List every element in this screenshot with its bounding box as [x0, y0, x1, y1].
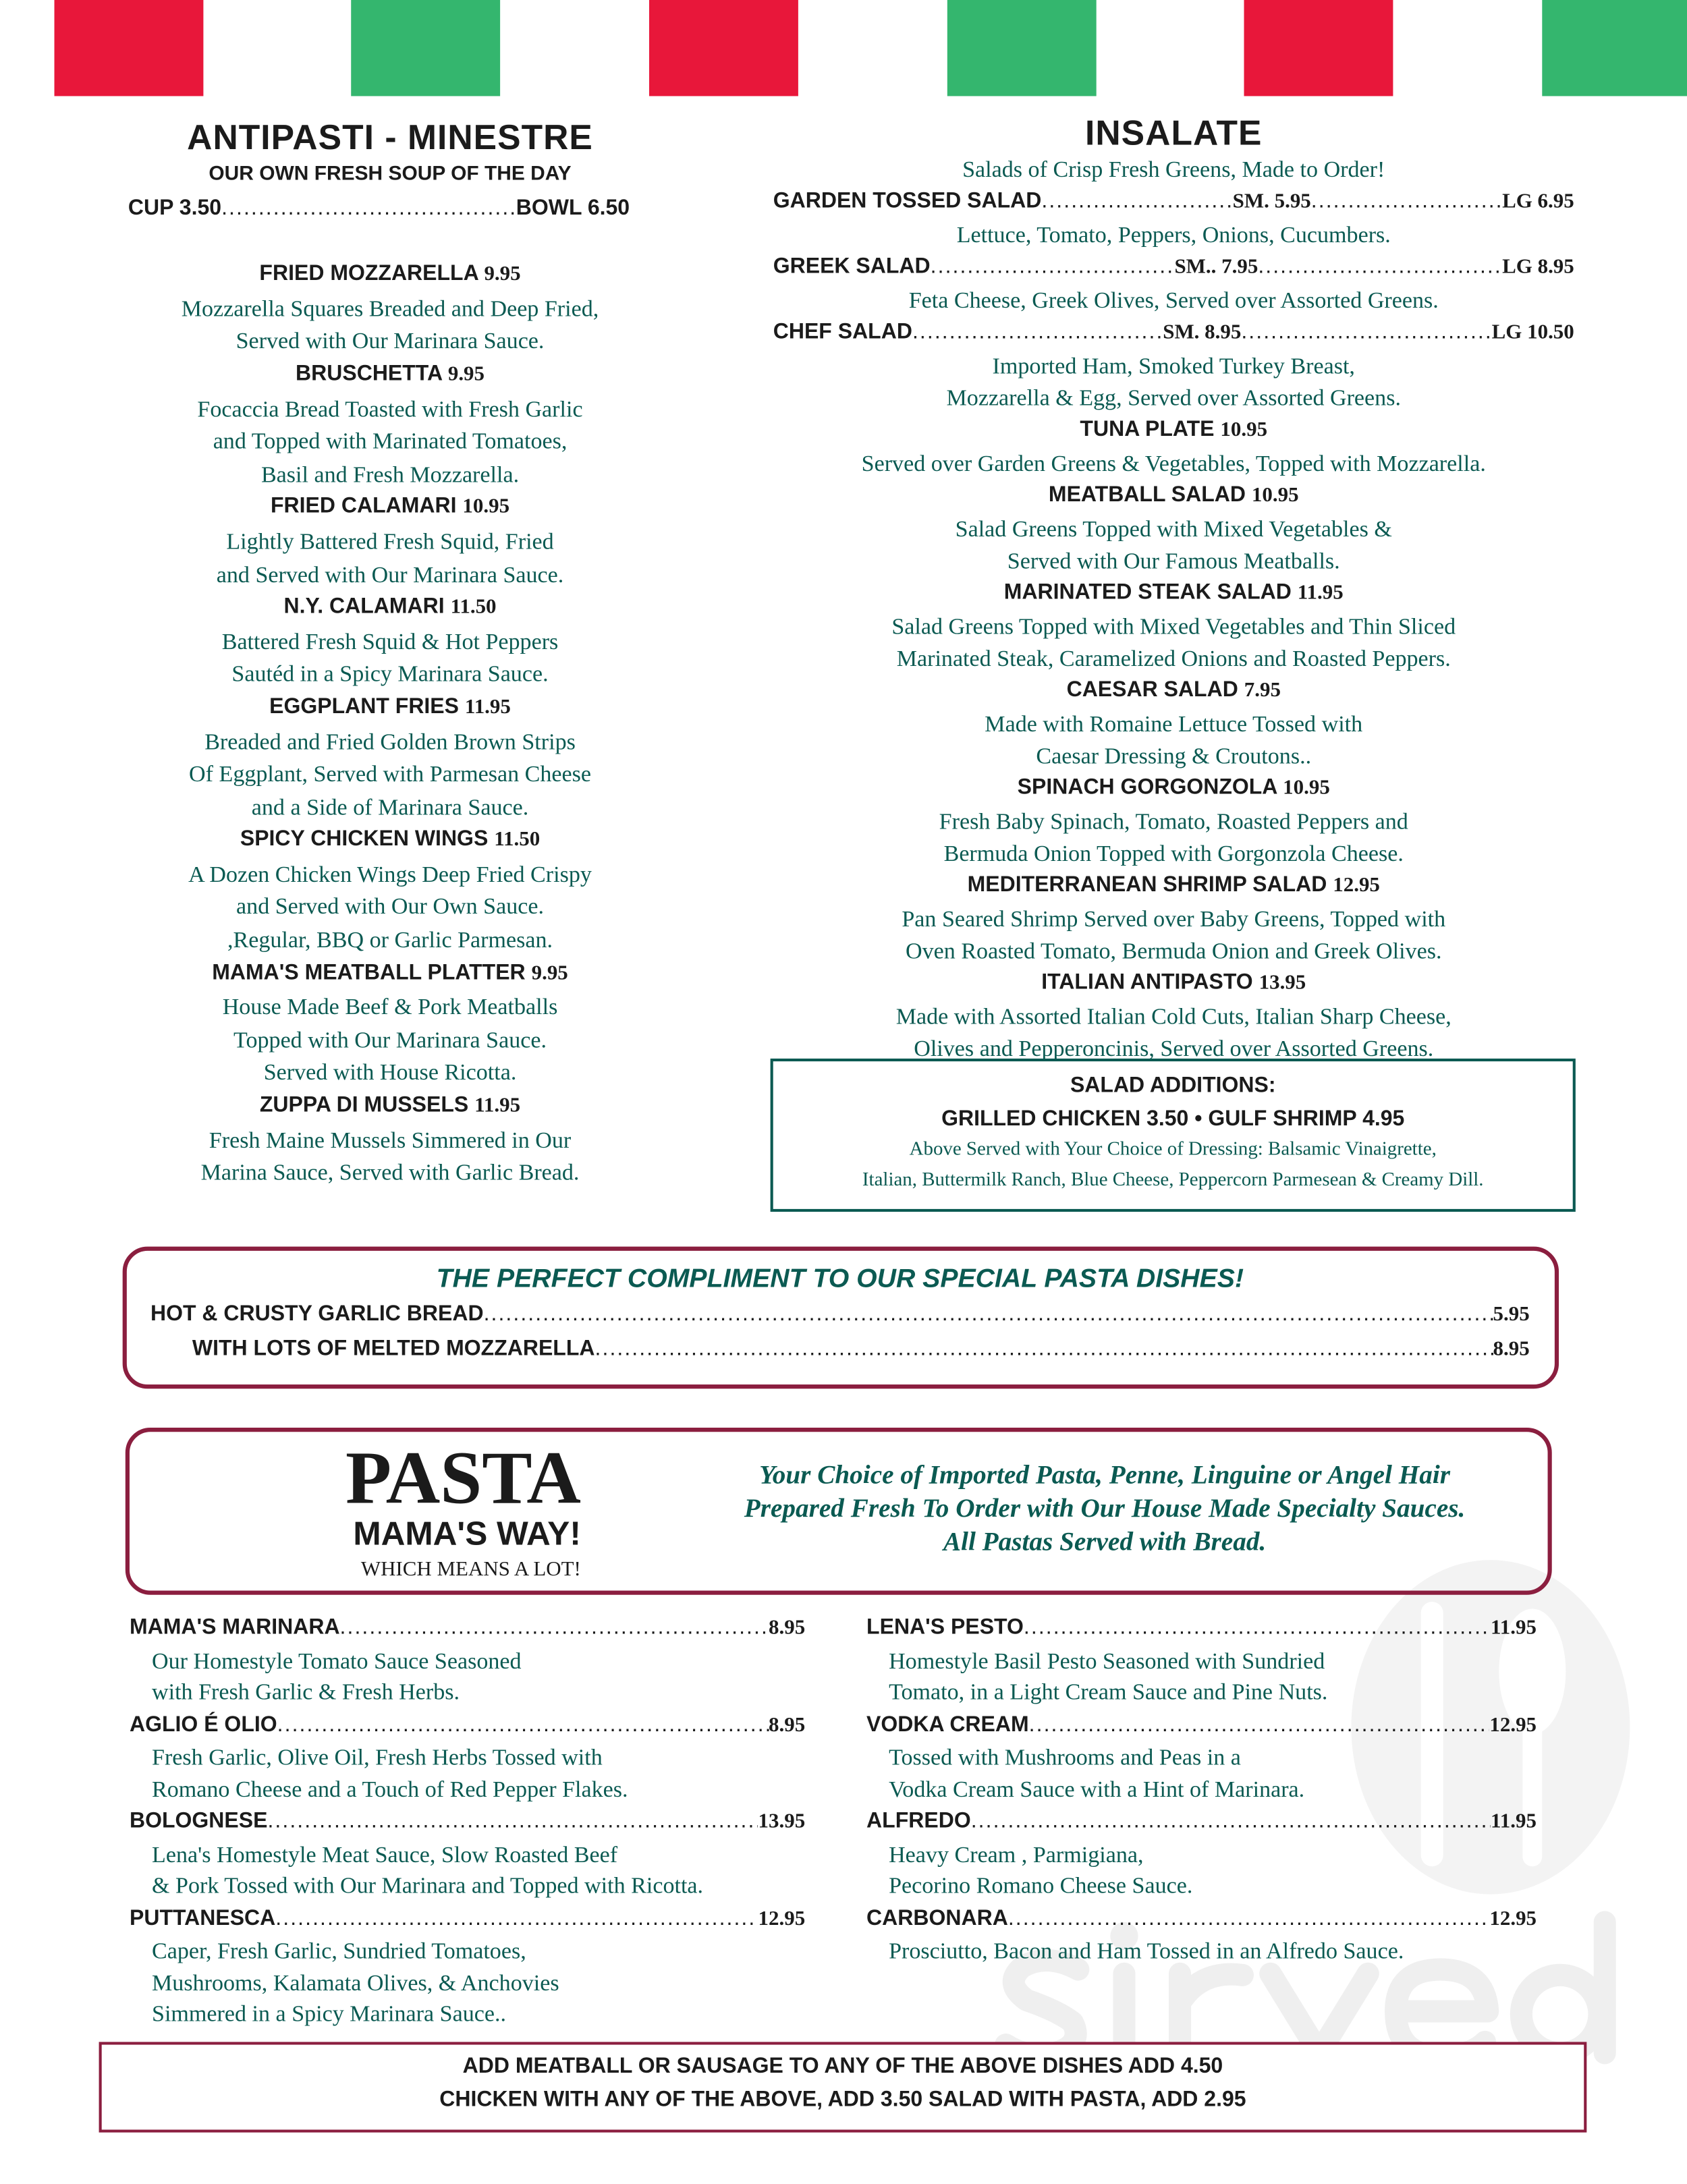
menu-item — [84, 824, 696, 957]
leader-dots — [1008, 1903, 1490, 1936]
pasta-info — [673, 1459, 1537, 1560]
item-heading — [84, 591, 696, 625]
garlic-price: 5.95 — [1493, 1304, 1530, 1326]
item-price: 7.95 — [1244, 679, 1281, 702]
pasta-name-row — [130, 1708, 805, 1743]
item-name: ALFREDO — [866, 1810, 971, 1834]
item-description: Mozzarella & Egg, Served over Assorted Greens. — [946, 384, 1401, 411]
item-price: 13.95 — [758, 1811, 806, 1834]
item-name: AGLIO É OLIO — [129, 1712, 277, 1737]
garlic-row — [150, 1298, 1530, 1333]
menu-item — [773, 414, 1574, 479]
leader-dots — [1311, 186, 1502, 217]
insalate-subtitle: Salads of Crisp Fresh Greens, Made to Order! — [962, 156, 1385, 183]
bowl-price: BOWL 6.50 — [516, 196, 630, 220]
item-description: Tossed with Mushrooms and Peas in a — [889, 1744, 1241, 1771]
green-stripe — [947, 0, 1097, 96]
item-price: 12.95 — [758, 1907, 806, 1930]
small-price: SM. 8.95 — [1163, 321, 1242, 344]
item-description: Battered Fresh Squid & Hot Peppers — [221, 627, 559, 654]
menu-item — [773, 869, 1574, 967]
item-heading — [84, 258, 696, 292]
pasta-info-line: Prepared Fresh To Order with Our House Made Specialty Sauces. — [744, 1494, 1466, 1524]
item-description: Our Homestyle Tomato Sauce Seasoned — [152, 1647, 522, 1674]
item-description: & Pork Tossed with Our Marinara and Topped with Ricotta. — [152, 1872, 704, 1899]
salad-price-row — [773, 251, 1574, 285]
item-heading — [84, 691, 696, 725]
small-price: SM.. 7.95 — [1174, 256, 1259, 279]
item-description: Of Eggplant, Served with Parmesan Cheese — [189, 760, 592, 787]
item-description: Caper, Fresh Garlic, Sundried Tomatoes, — [152, 1938, 526, 1965]
leader-dots — [275, 1903, 758, 1936]
leader-dots — [484, 1298, 1493, 1331]
garlic-title: THE PERFECT COMPLIMENT TO OUR SPECIAL PASTA DISHES! — [436, 1264, 1244, 1294]
menu-item — [84, 957, 696, 1090]
leader-dots — [340, 1612, 769, 1645]
item-heading — [773, 967, 1574, 1001]
item-description: Marina Sauce, Served with Garlic Bread. — [200, 1159, 580, 1186]
pasta-item — [866, 1903, 1537, 1968]
item-description: Vodka Cream Sauce with a Hint of Marinara. — [889, 1775, 1305, 1802]
pasta-left-column — [130, 1612, 805, 2031]
item-price: 9.95 — [531, 961, 568, 984]
leader-dots — [1258, 251, 1502, 283]
pasta-header-box — [126, 1428, 1552, 1595]
item-description: A Dozen Chicken Wings Deep Fried Crispy — [188, 860, 592, 887]
pasta-item — [130, 1805, 805, 1903]
antipasti-title: ANTIPASTI - MINESTRE — [187, 118, 593, 158]
leader-dots — [1024, 1612, 1491, 1645]
sized-salad-item — [773, 251, 1574, 316]
menu-item — [84, 691, 696, 824]
item-name: MAMA'S MEATBALL PLATTER — [212, 960, 526, 984]
item-description: Oven Roasted Tomato, Bermuda Onion and Greek Olives. — [906, 937, 1442, 964]
pasta-heading — [345, 1436, 581, 1586]
pasta-name-row — [130, 1612, 805, 1646]
menu-item — [773, 967, 1574, 1065]
item-description: Served with Our Marinara Sauce. — [236, 327, 545, 355]
item-description: Salad Greens Topped with Mixed Vegetables and Thin Sliced — [891, 613, 1456, 640]
menu-item — [773, 772, 1574, 870]
leader-dots — [595, 1333, 1493, 1366]
item-name: GARDEN TOSSED SALAD — [773, 189, 1042, 213]
leader-dots — [277, 1708, 769, 1741]
item-heading — [773, 577, 1574, 611]
pasta-item — [130, 1708, 805, 1805]
item-description: Marinated Steak, Caramelized Onions and Roasted Peppers. — [896, 644, 1451, 672]
item-heading — [84, 358, 696, 392]
item-description: Homestyle Basil Pesto Seasoned with Sundried — [889, 1647, 1325, 1674]
item-price: 11.95 — [1491, 1617, 1537, 1640]
item-heading — [84, 1089, 696, 1123]
item-name: N.Y. CALAMARI — [283, 594, 445, 619]
item-description: ,Regular, BBQ or Garlic Parmesan. — [227, 926, 553, 953]
pasta-subtitle: MAMA'S WAY! — [353, 1515, 581, 1553]
pasta-item — [130, 1612, 805, 1709]
salad-additions-box — [771, 1059, 1576, 1212]
soup-prices — [128, 192, 630, 225]
item-name: ITALIAN ANTIPASTO — [1041, 970, 1253, 995]
item-description: and Topped with Marinated Tomatoes, — [213, 428, 568, 455]
pasta-item — [866, 1708, 1537, 1805]
item-heading — [773, 674, 1574, 708]
menu-item — [84, 591, 696, 691]
menu-item — [84, 491, 696, 590]
leader-dots — [931, 251, 1175, 283]
item-description: Salad Greens Topped with Mixed Vegetables & — [955, 515, 1392, 542]
item-description: Tomato, in a Light Cream Sauce and Pine Nuts. — [889, 1678, 1328, 1706]
item-description: Olives and Pepperoncinis, Served over Assorted Greens. — [914, 1034, 1434, 1062]
item-description: Lightly Battered Fresh Squid, Fried — [226, 528, 554, 555]
additions-desc: Italian, Buttermilk Ranch, Blue Cheese, Peppercorn Parmesean & Creamy Dill. — [862, 1170, 1484, 1192]
additions-title: SALAD ADDITIONS: — [1070, 1073, 1276, 1098]
green-stripe — [1542, 0, 1687, 96]
addons-box — [99, 2042, 1587, 2132]
item-price: 11.95 — [1491, 1811, 1537, 1834]
item-description: Romano Cheese and a Touch of Red Pepper Flakes. — [152, 1775, 628, 1802]
pasta-name-row — [130, 1903, 805, 1937]
item-name: TUNA PLATE — [1080, 418, 1215, 442]
insalate-section — [773, 114, 1574, 1064]
item-price: 8.95 — [769, 1714, 806, 1737]
garlic-price: 8.95 — [1493, 1338, 1530, 1361]
garlic-row — [192, 1333, 1530, 1367]
item-price: 11.50 — [450, 596, 497, 619]
item-heading — [84, 957, 696, 991]
item-description: Fresh Baby Spinach, Tomato, Roasted Peppers and — [939, 808, 1408, 835]
menu-item — [84, 358, 696, 491]
sized-salad-item — [773, 186, 1574, 251]
menu-item — [84, 1089, 696, 1189]
large-price: LG 8.95 — [1502, 256, 1574, 279]
insalate-title: INSALATE — [1085, 114, 1263, 154]
large-price: LG 10.50 — [1491, 321, 1574, 344]
leader-dots — [1029, 1708, 1490, 1741]
additions-desc: Above Served with Your Choice of Dressing: Balsamic Vinaigrette, — [909, 1140, 1437, 1161]
item-price: 12.95 — [1333, 874, 1380, 897]
leader-dots — [912, 316, 1163, 348]
garlic-name: WITH LOTS OF MELTED MOZZARELLA — [192, 1336, 595, 1361]
pasta-name-row — [866, 1903, 1537, 1937]
item-name: VODKA CREAM — [866, 1712, 1029, 1737]
pasta-tagline: WHICH MEANS A LOT! — [360, 1559, 581, 1581]
item-name: SPICY CHICKEN WINGS — [240, 827, 489, 851]
item-description: Served with Our Famous Meatballs. — [1007, 547, 1340, 574]
addon-line: ADD MEATBALL OR SAUSAGE TO ANY OF THE ABOVE DISHES ADD 4.50 — [462, 2054, 1223, 2079]
item-price: 10.95 — [1283, 777, 1330, 800]
item-description: Lena's Homestyle Meat Sauce, Slow Roasted Beef — [152, 1841, 618, 1868]
item-name: CHEF SALAD — [773, 320, 912, 344]
item-price: 10.95 — [1251, 484, 1299, 507]
item-description: and a Side of Marinara Sauce. — [251, 793, 529, 820]
item-description: House Made Beef & Pork Meatballs — [222, 993, 558, 1020]
leader-dots — [267, 1805, 758, 1839]
item-name: FRIED CALAMARI — [270, 495, 457, 519]
garlic-bread-box — [123, 1247, 1559, 1389]
item-description: Pecorino Romano Cheese Sauce. — [889, 1872, 1193, 1899]
item-name: EGGPLANT FRIES — [269, 694, 460, 719]
leader-dots — [1241, 316, 1491, 348]
item-description: Made with Romaine Lettuce Tossed with — [985, 710, 1363, 737]
item-name: SPINACH GORGONZOLA — [1017, 775, 1277, 800]
item-heading — [773, 479, 1574, 513]
item-description: Pan Seared Shrimp Served over Baby Greens, Topped with — [902, 905, 1446, 932]
leader-dots — [971, 1805, 1491, 1839]
soup-title: OUR OWN FRESH SOUP OF THE DAY — [209, 163, 572, 186]
item-heading — [773, 869, 1574, 903]
antipasti-section — [84, 117, 696, 1189]
green-stripe — [351, 0, 500, 96]
item-price: 11.50 — [494, 829, 541, 851]
salad-price-row — [773, 316, 1574, 350]
item-name: MAMA'S MARINARA — [129, 1615, 340, 1640]
pasta-item — [866, 1612, 1537, 1709]
additions-line: GRILLED CHICKEN 3.50 • GULF SHRIMP 4.95 — [941, 1107, 1405, 1131]
red-stripe — [1244, 0, 1393, 96]
item-name: PUTTANESCA — [129, 1906, 276, 1930]
antipasti-items — [84, 258, 696, 1189]
item-description: Served over Garden Greens & Vegetables, Topped with Mozzarella. — [861, 449, 1486, 477]
item-description: Served with House Ricotta. — [263, 1059, 517, 1086]
item-description: Prosciutto, Bacon and Ham Tossed in an Alfredo Sauce. — [889, 1938, 1404, 1965]
item-description: Caesar Dressing & Croutons.. — [1036, 742, 1312, 769]
item-name: CAESAR SALAD — [1066, 678, 1238, 702]
pasta-title: PASTA — [345, 1436, 581, 1520]
pasta-name-row — [866, 1612, 1537, 1646]
pasta-name-row — [130, 1805, 805, 1840]
item-name: MARINATED STEAK SALAD — [1003, 580, 1292, 605]
item-description: Basil and Fresh Mozzarella. — [260, 460, 520, 488]
garlic-name: HOT & CRUSTY GARLIC BREAD — [150, 1302, 484, 1326]
item-name: BRUSCHETTA — [296, 362, 442, 386]
item-description: Imported Ham, Smoked Turkey Breast, — [992, 352, 1355, 379]
menu-item — [84, 258, 696, 358]
menu-item — [773, 577, 1574, 675]
item-name: GREEK SALAD — [773, 254, 931, 279]
pasta-name-row — [866, 1708, 1537, 1743]
salad-price-row — [773, 186, 1574, 219]
sized-salad-item — [773, 316, 1574, 414]
item-name: CARBONARA — [866, 1906, 1008, 1930]
pasta-info-line: All Pastas Served with Bread. — [943, 1528, 1267, 1557]
salad-items — [773, 414, 1574, 1064]
item-price: 12.95 — [1489, 1714, 1537, 1737]
menu-item — [773, 674, 1574, 772]
item-price: 10.95 — [462, 496, 510, 519]
item-description: with Fresh Garlic & Fresh Herbs. — [152, 1678, 460, 1706]
item-description: and Served with Our Marinara Sauce. — [216, 560, 564, 588]
pasta-item — [130, 1903, 805, 2031]
item-name: FRIED MOZZARELLA — [259, 262, 478, 286]
item-heading — [84, 491, 696, 525]
red-stripe — [649, 0, 798, 96]
pasta-info-line: Your Choice of Imported Pasta, Penne, Linguine or Angel Hair — [759, 1461, 1451, 1490]
item-price: 11.95 — [1297, 582, 1344, 605]
item-description: Made with Assorted Italian Cold Cuts, Italian Sharp Cheese, — [895, 1003, 1451, 1030]
item-description: Simmered in a Spicy Marinara Sauce.. — [152, 2000, 507, 2027]
item-description: Fresh Maine Mussels Simmered in Our — [209, 1126, 572, 1153]
item-description: Heavy Cream , Parmigiana, — [889, 1841, 1144, 1868]
item-price: 9.95 — [484, 263, 521, 286]
menu-item — [773, 479, 1574, 577]
item-description: Mushrooms, Kalamata Olives, & Anchovies — [152, 1969, 559, 1996]
item-price: 9.95 — [447, 363, 485, 386]
item-description: Fresh Garlic, Olive Oil, Fresh Herbs Tossed with — [152, 1744, 603, 1771]
item-price: 11.95 — [474, 1094, 521, 1117]
pasta-name-row — [866, 1805, 1537, 1840]
item-price: 11.95 — [464, 696, 511, 719]
item-price: 10.95 — [1220, 419, 1268, 442]
item-description: and Served with Our Own Sauce. — [236, 893, 545, 920]
item-price: 8.95 — [769, 1617, 806, 1640]
item-heading — [84, 824, 696, 858]
item-name: BOLOGNESE — [129, 1810, 268, 1834]
item-description: Focaccia Bread Toasted with Fresh Garlic — [197, 395, 583, 422]
item-heading — [773, 414, 1574, 447]
leader-dots — [1041, 186, 1232, 217]
item-name: MEDITERRANEAN SHRIMP SALAD — [967, 873, 1327, 897]
item-name: ZUPPA DI MUSSELS — [259, 1093, 469, 1117]
item-description: Bermuda Onion Topped with Gorgonzola Cheese. — [943, 839, 1404, 867]
item-description: Lettuce, Tomato, Peppers, Onions, Cucumbers. — [956, 221, 1391, 248]
item-name: MEATBALL SALAD — [1048, 483, 1246, 507]
pasta-right-column — [866, 1612, 1537, 1968]
item-heading — [773, 772, 1574, 806]
addon-line: CHICKEN WITH ANY OF THE ABOVE, ADD 3.50 SALAD WITH PASTA, ADD 2.95 — [439, 2087, 1246, 2111]
item-price: 13.95 — [1259, 972, 1306, 995]
large-price: LG 6.95 — [1502, 190, 1574, 213]
item-description: Mozzarella Squares Breaded and Deep Fried, — [181, 295, 599, 322]
item-description: Sautéd in a Spicy Marinara Sauce. — [231, 661, 549, 688]
item-name: LENA'S PESTO — [866, 1615, 1024, 1640]
item-price: 12.95 — [1489, 1907, 1537, 1930]
item-description: Topped with Our Marinara Sauce. — [233, 1026, 547, 1053]
cup-price: CUP 3.50 — [128, 196, 222, 220]
leader-dots — [221, 192, 516, 225]
small-price: SM. 5.95 — [1232, 190, 1311, 213]
red-stripe — [55, 0, 204, 96]
sized-salads — [773, 186, 1574, 414]
pasta-item — [866, 1805, 1537, 1903]
item-description: Breaded and Fried Golden Brown Strips — [204, 727, 576, 754]
item-description: Feta Cheese, Greek Olives, Served over Assorted Greens. — [908, 287, 1439, 314]
